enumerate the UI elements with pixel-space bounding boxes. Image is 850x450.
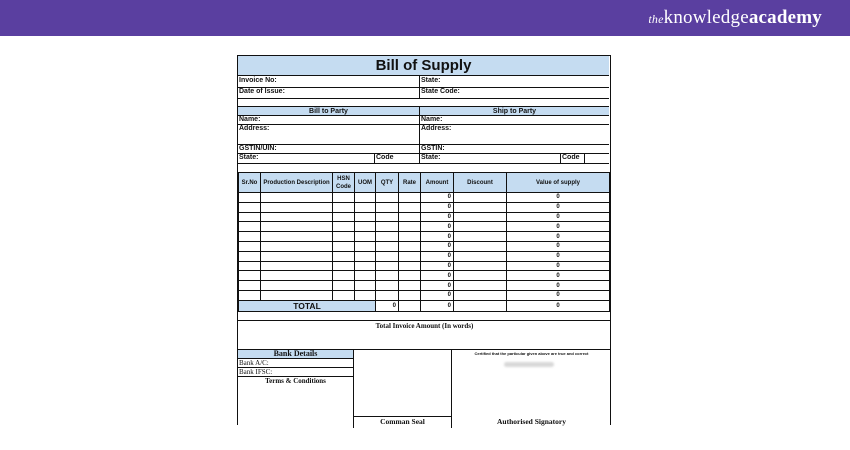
table-row: 0 0 [239,271,610,281]
table-row: 0 0 [239,261,610,271]
bill-to-gstin-field: GSTIN/UIN: [238,144,420,154]
col-value: Value of supply [507,173,610,193]
ship-to-state-field: State: [419,153,561,164]
table-row: 0 0 [239,281,610,291]
header-bar [0,0,850,36]
table-header-row [239,173,610,193]
state-field: State: [419,76,609,88]
total-qty: 0 [376,300,399,311]
invoice-no-field: Invoice No: [238,76,420,88]
table-row: 0 0 [239,232,610,242]
bill-to-code-field: Code [374,153,420,164]
ship-to-name-field: Name: [419,115,609,125]
document-title: Bill of Supply [375,57,472,74]
ship-to-code-field: Code [560,153,585,164]
ship-to-address-field: Address: [419,124,609,145]
brand-logo[interactable]: theknowledgeacademy [648,7,822,28]
col-hsn: HSN Code [333,173,355,193]
bank-details-heading: Bank Details [238,349,354,359]
bill-of-supply-document [237,55,611,425]
table-row: 0 0 [239,241,610,251]
col-srno: Sr.No [239,173,261,193]
total-value: 0 [507,300,610,311]
bill-to-name-field: Name: [238,115,420,125]
table-row: 0 0 [239,290,610,300]
seal-label-box: Comman Seal [353,416,452,428]
total-in-words-field[interactable]: Total Invoice Amount (In words) [238,320,611,350]
items-table [238,172,610,312]
col-discount: Discount [454,173,507,193]
bill-to-address-field: Address: [238,124,420,145]
col-qty: QTY [376,173,399,193]
table-row: 0 0 [239,202,610,212]
bank-ifsc-field[interactable]: Bank IFSC: [238,367,354,377]
state-code-field: State Code: [419,87,609,99]
table-row: 0 0 [239,251,610,261]
total-amount: 0 [421,300,454,311]
total-row [239,300,610,311]
bill-to-state-field: State: [238,153,375,164]
terms-section: Terms & Conditions [238,376,354,428]
ship-to-code-value [584,153,609,164]
table-row: 0 0 [239,193,610,203]
table-row: 0 0 [239,212,610,222]
ship-to-heading: Ship to Party [419,106,609,116]
signatory-section [451,349,611,427]
table-row: 0 0 [239,222,610,232]
blurred-signature [504,362,554,367]
col-rate: Rate [399,173,421,193]
authorised-signatory-label: Authorised Signatory [497,417,566,426]
col-uom: UOM [355,173,376,193]
col-description: Production Description [261,173,333,193]
document-title-bar [238,56,609,76]
bill-to-heading: Bill to Party [238,106,420,116]
certification-text: Certified that the particular given above are true and correct [474,351,589,356]
ship-to-gstin-field: GSTIN: [419,144,609,154]
bank-account-field[interactable]: Bank A/C: [238,358,354,368]
col-amount: Amount [421,173,454,193]
total-label: TOTAL [239,300,376,311]
date-of-issue-field: Date of Issue: [238,87,420,99]
